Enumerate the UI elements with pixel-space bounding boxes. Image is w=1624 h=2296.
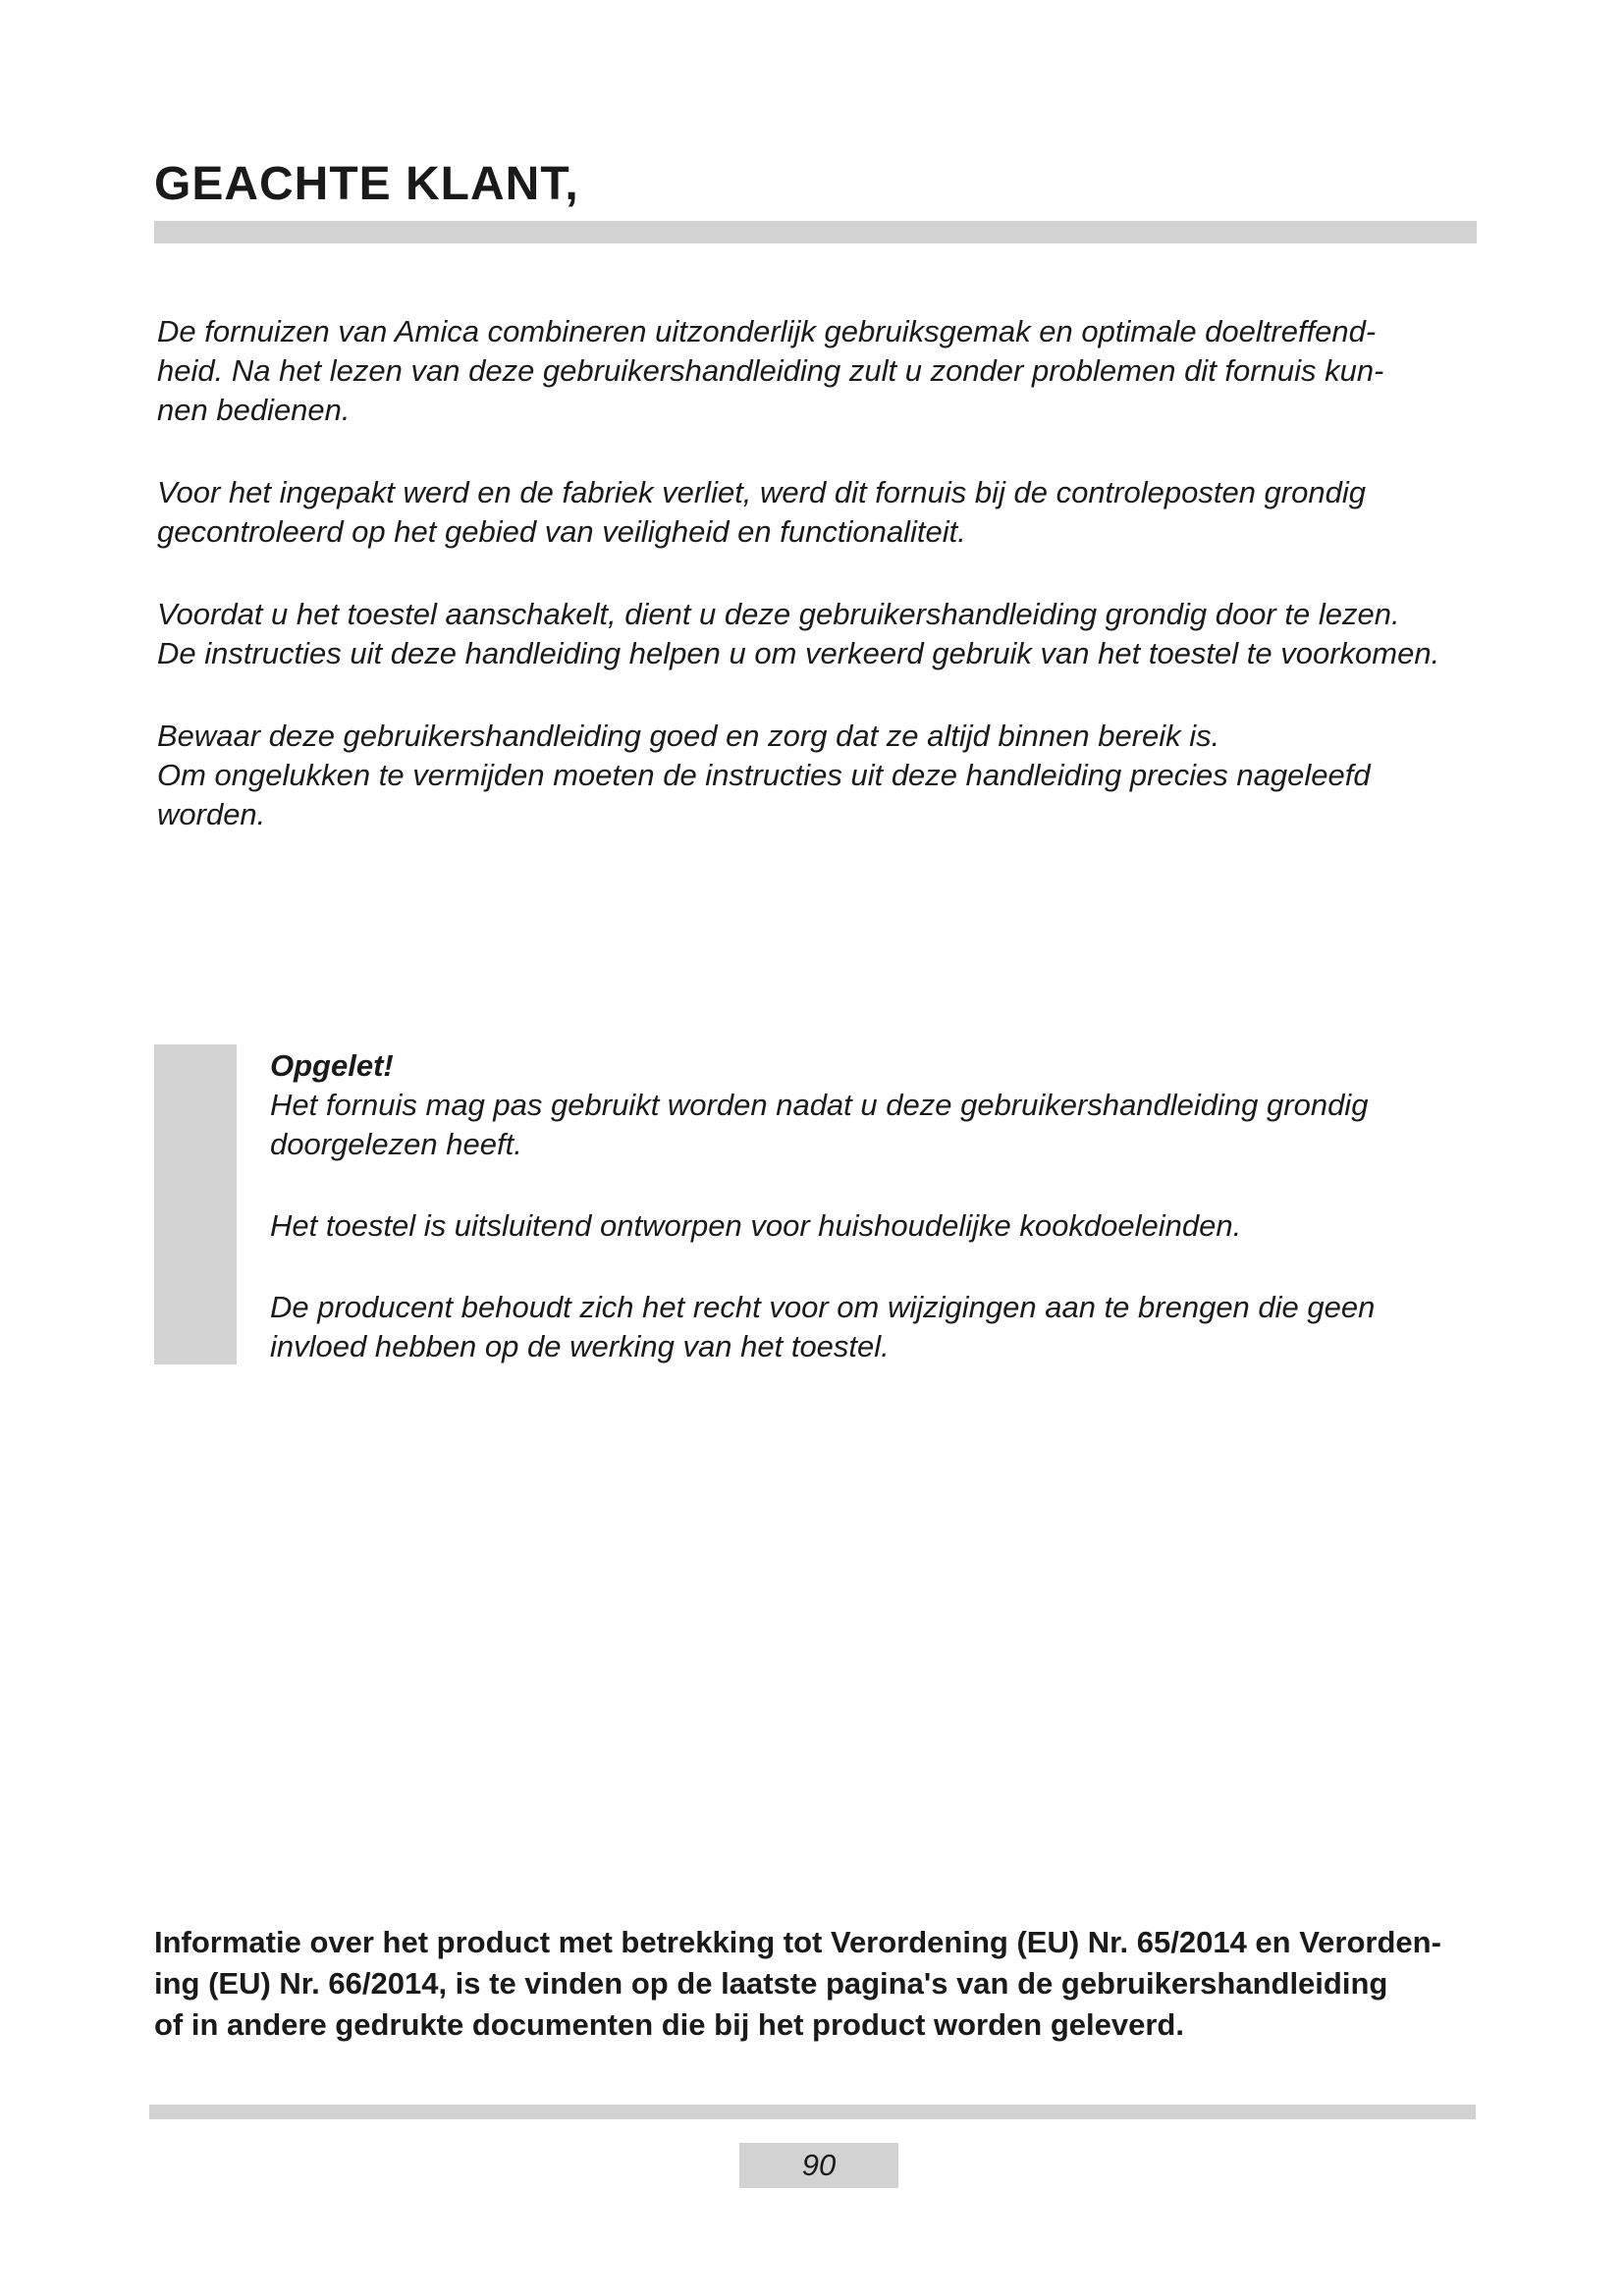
page-title: GEACHTE KLANT, (154, 158, 579, 210)
intro-paragraph (157, 473, 1478, 552)
text-line: worden. (157, 797, 266, 831)
text-line: doorgelezen heeft. (270, 1127, 522, 1161)
intro-paragraph (157, 717, 1478, 834)
warning-paragraph (270, 1086, 1478, 1164)
text-line: invloed hebben op de werking van het toestel. (270, 1329, 890, 1363)
text-line: De instructies uit deze handleiding helpen u om verkeerd gebruik van het toestel te voorkomen. (157, 636, 1440, 670)
text-line: of in andere gedrukte documenten die bij het product worden geleverd. (154, 2007, 1184, 2042)
warning-paragraph (270, 1206, 1478, 1246)
text-line: Het fornuis mag pas gebruikt worden nadat u deze gebruikershandleiding grondig (270, 1088, 1369, 1122)
text-line: Voordat u het toestel aanschakelt, dient u deze gebruikershandleiding grondig door te lezen. (157, 597, 1400, 631)
text-line: De producent behoudt zich het recht voor om wijzigingen aan te brengen die geen (270, 1290, 1376, 1324)
warning-box (270, 1046, 1478, 1409)
text-line: Informatie over het product met betrekking tot Verordening (EU) Nr. 65/2014 en Verorden- (154, 1925, 1441, 1959)
intro-paragraph (157, 312, 1478, 430)
intro-section (157, 312, 1478, 878)
text-line: gecontroleerd op het gebied van veiligheid en functionaliteit. (157, 514, 966, 549)
text-line: De fornuizen van Amica combineren uitzonderlijk gebruiksgemak en optimale doeltreffend- (157, 314, 1377, 348)
title-divider (154, 221, 1477, 243)
page-number: 90 (739, 2143, 898, 2188)
text-line: Voor het ingepakt werd en de fabriek verliet, werd dit fornuis bij de controleposten grondig (157, 475, 1366, 509)
text-line: Om ongelukken te vermijden moeten de instructies uit deze handleiding precies nageleefd (157, 758, 1371, 792)
footer-divider (149, 2105, 1476, 2119)
warning-title: Opgelet! (270, 1048, 394, 1083)
text-line: nen bedienen. (157, 393, 351, 427)
warning-paragraph (270, 1288, 1478, 1366)
regulation-info (154, 1922, 1529, 2046)
intro-paragraph (157, 595, 1478, 673)
text-line: ing (EU) Nr. 66/2014, is te vinden op de laatste pagina's van de gebruikershandleiding (154, 1966, 1388, 2001)
text-line: Het toestel is uitsluitend ontworpen voor huishoudelijke kookdoeleinden. (270, 1208, 1242, 1243)
text-line: heid. Na het lezen van deze gebruikershandleiding zult u zonder problemen dit fornuis kun- (157, 353, 1384, 388)
text-line: Bewaar deze gebruikershandleiding goed en zorg dat ze altijd binnen bereik is. (157, 719, 1220, 753)
warning-side-bar (154, 1044, 237, 1364)
